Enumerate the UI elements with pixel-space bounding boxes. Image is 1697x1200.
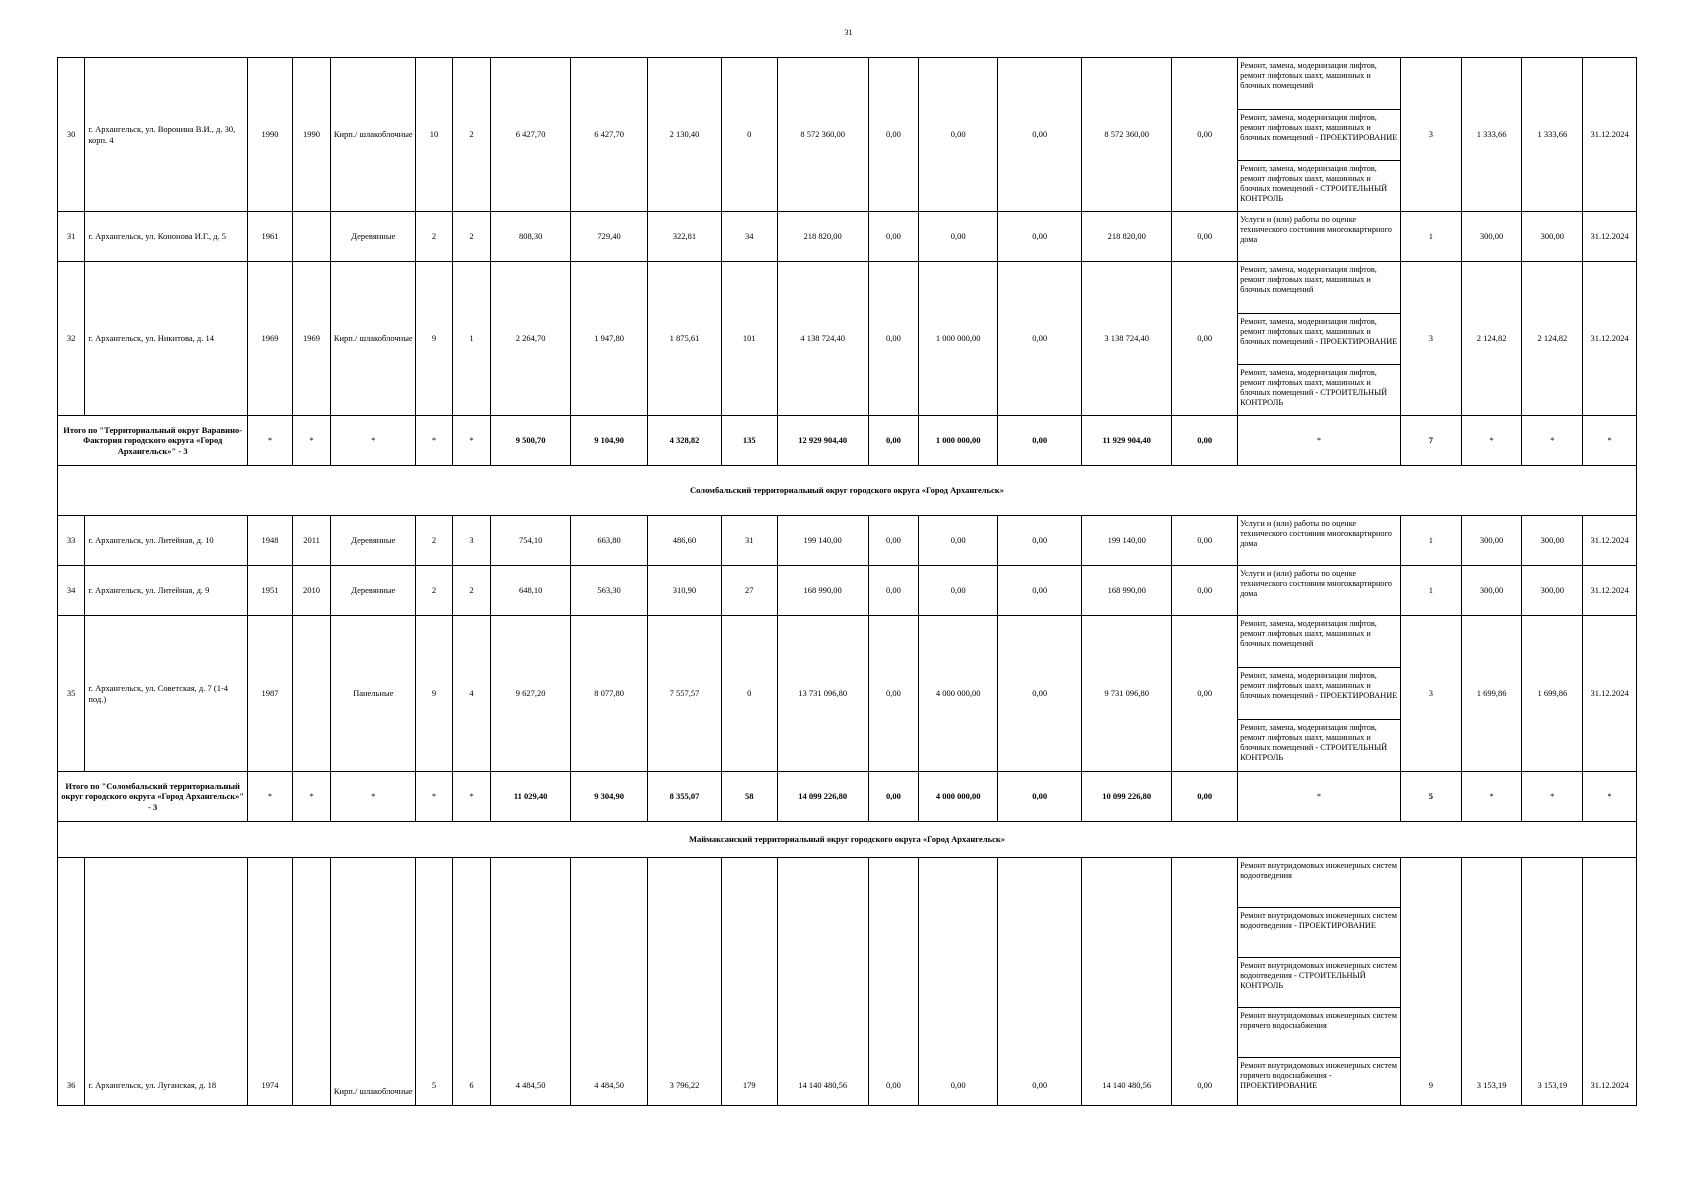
subtotal-placeholder: *: [248, 772, 293, 822]
deadline: 31.12.2024: [1583, 58, 1637, 212]
work-type: Ремонт, замена, модернизация лифтов, ремонт лифтовых шахт, машинных и блочных помещений - СТРОИТЕЛЬНЫЙ КОНТРОЛЬ: [1238, 720, 1401, 772]
table-row: [58, 212, 1637, 262]
section-row: [58, 466, 1637, 516]
subtotal-label: Итого по "Соломбальский территориальный округ городского округа «Город Архангельск»" - 3: [58, 772, 248, 822]
fund-fund: 0,00: [868, 858, 919, 1106]
subtotal-residents: 58: [721, 772, 777, 822]
subtotal-placeholder: *: [1461, 772, 1522, 822]
deadline: 31.12.2024: [1583, 262, 1637, 416]
year-built: 1961: [248, 212, 293, 262]
unit-cost: 300,00: [1461, 212, 1522, 262]
row-number: 30: [58, 58, 85, 212]
cost-total: 8 572 360,00: [777, 58, 868, 212]
address: г. Архангельск, ул. Луганская, д. 18: [85, 858, 248, 1106]
work-type: Ремонт внутридомовых инженерных систем водоотведения - СТРОИТЕЛЬНЫЙ КОНТРОЛЬ: [1238, 958, 1401, 1008]
residents: 0: [721, 616, 777, 772]
works-count: 9: [1401, 858, 1462, 1106]
work-type: Ремонт, замена, модернизация лифтов, ремонт лифтовых шахт, машинных и блочных помещений - ПРОЕКТИРОВАНИЕ: [1238, 668, 1401, 720]
floors: 10: [416, 58, 452, 212]
work-type: Ремонт, замена, модернизация лифтов, ремонт лифтовых шахт, машинных и блочных помещений - СТРОИТЕЛЬНЫЙ КОНТРОЛЬ: [1238, 161, 1401, 212]
work-type: Ремонт, замена, модернизация лифтов, ремонт лифтовых шахт, машинных и блочных помещений - ПРОЕКТИРОВАНИЕ: [1238, 110, 1401, 161]
wall-material: Кирп./ шлакоблочные: [331, 858, 416, 1106]
fund-local: 0,00: [998, 566, 1082, 616]
subtotal-fund-other: 0,00: [1172, 772, 1238, 822]
unit-cost-max: 1 699,86: [1522, 616, 1583, 772]
row-number: 34: [58, 566, 85, 616]
fund-other: 0,00: [1172, 58, 1238, 212]
address: г. Архангельск, ул. Литейная, д. 9: [85, 566, 248, 616]
address: г. Архангельск, ул. Кононова И.Г., д. 5: [85, 212, 248, 262]
row-number: 36: [58, 858, 85, 1106]
work-type: Ремонт, замена, модернизация лифтов, ремонт лифтовых шахт, машинных и блочных помещений: [1238, 616, 1401, 668]
subtotal-placeholder: *: [416, 772, 452, 822]
year-overhaul: 1969: [292, 262, 330, 416]
entrances: 6: [452, 858, 490, 1106]
unit-cost: 1 699,86: [1461, 616, 1522, 772]
year-overhaul: 2011: [292, 516, 330, 566]
fund-local: 0,00: [998, 516, 1082, 566]
subtotal-row: [58, 772, 1637, 822]
residents: 27: [721, 566, 777, 616]
subtotal-living-area: 9 104,90: [571, 416, 648, 466]
entrances: 1: [452, 262, 490, 416]
section-row: [58, 822, 1637, 858]
subtotal-fund-owners: 10 099 226,80: [1082, 772, 1172, 822]
total-area: 9 627,20: [491, 616, 571, 772]
subtotal-living-area: 9 304,90: [571, 772, 648, 822]
residents: 0: [721, 58, 777, 212]
year-built: 1987: [248, 616, 293, 772]
entrances: 3: [452, 516, 490, 566]
address: г. Архангельск, ул. Никитова, д. 14: [85, 262, 248, 416]
table-row: [58, 58, 1637, 110]
deadline: 31.12.2024: [1583, 858, 1637, 1106]
subtotal-placeholder: *: [248, 416, 293, 466]
subtotal-placeholder: *: [416, 416, 452, 466]
fund-regional: 0,00: [919, 212, 998, 262]
deadline: 31.12.2024: [1583, 616, 1637, 772]
total-area: 4 484,50: [491, 858, 571, 1106]
wall-material: Кирп./ шлакоблочные: [331, 262, 416, 416]
subtotal-works-count: 5: [1401, 772, 1462, 822]
subtotal-fund-regional: 1 000 000,00: [919, 416, 998, 466]
works-count: 3: [1401, 616, 1462, 772]
work-type: Услуги и (или) работы по оценке технического состояния многоквартирного дома: [1238, 566, 1401, 616]
residents: 34: [721, 212, 777, 262]
floors: 9: [416, 262, 452, 416]
subtotal-placeholder: *: [1583, 416, 1637, 466]
subtotal-placeholder: *: [331, 772, 416, 822]
subtotal-works-count: 7: [1401, 416, 1462, 466]
living-area: 8 077,80: [571, 616, 648, 772]
living-area: 729,40: [571, 212, 648, 262]
wall-material: Панельные: [331, 616, 416, 772]
subtotal-fund-local: 0,00: [998, 772, 1082, 822]
fund-regional: 0,00: [919, 58, 998, 212]
deadline: 31.12.2024: [1583, 516, 1637, 566]
owned-area: 1 875,61: [648, 262, 722, 416]
subtotal-cost-total: 12 929 904,40: [777, 416, 868, 466]
unit-cost: 300,00: [1461, 566, 1522, 616]
fund-other: 0,00: [1172, 262, 1238, 416]
address: г. Архангельск, ул. Литейная, д. 10: [85, 516, 248, 566]
fund-owners: 14 140 480,56: [1082, 858, 1172, 1106]
residents: 31: [721, 516, 777, 566]
wall-material: Кирп./ шлакоблочные: [331, 58, 416, 212]
subtotal-placeholder: *: [292, 772, 330, 822]
residents: 179: [721, 858, 777, 1106]
subtotal-placeholder: *: [1461, 416, 1522, 466]
year-overhaul: [292, 616, 330, 772]
row-number: 35: [58, 616, 85, 772]
work-type: Ремонт, замена, модернизация лифтов, ремонт лифтовых шахт, машинных и блочных помещений - ПРОЕКТИРОВАНИЕ: [1238, 314, 1401, 365]
unit-cost-max: 3 153,19: [1522, 858, 1583, 1106]
entrances: 2: [452, 566, 490, 616]
unit-cost-max: 1 333,66: [1522, 58, 1583, 212]
work-type: Ремонт, замена, модернизация лифтов, ремонт лифтовых шахт, машинных и блочных помещений: [1238, 58, 1401, 110]
fund-fund: 0,00: [868, 616, 919, 772]
fund-fund: 0,00: [868, 516, 919, 566]
page-number: 31: [844, 28, 853, 37]
fund-other: 0,00: [1172, 566, 1238, 616]
subtotal-cost-total: 14 099 226,80: [777, 772, 868, 822]
capital-repair-register-table: [57, 57, 1637, 1106]
wall-material: Деревянные: [331, 212, 416, 262]
year-built: 1974: [248, 858, 293, 1106]
cost-total: 168 990,00: [777, 566, 868, 616]
owned-area: 322,81: [648, 212, 722, 262]
entrances: 2: [452, 58, 490, 212]
living-area: 6 427,70: [571, 58, 648, 212]
deadline: 31.12.2024: [1583, 212, 1637, 262]
unit-cost: 2 124,82: [1461, 262, 1522, 416]
subtotal-residents: 135: [721, 416, 777, 466]
work-type: Ремонт внутридомовых инженерных систем горячего водоснабжения - ПРОЕКТИРОВАНИЕ: [1238, 1058, 1401, 1106]
fund-other: 0,00: [1172, 212, 1238, 262]
works-count: 1: [1401, 566, 1462, 616]
subtotal-fund-local: 0,00: [998, 416, 1082, 466]
living-area: 1 947,80: [571, 262, 648, 416]
total-area: 6 427,70: [491, 58, 571, 212]
row-number: 32: [58, 262, 85, 416]
fund-owners: 168 990,00: [1082, 566, 1172, 616]
total-area: 808,30: [491, 212, 571, 262]
fund-owners: 218 820,00: [1082, 212, 1172, 262]
subtotal-fund-regional: 4 000 000,00: [919, 772, 998, 822]
cost-total: 4 138 724,40: [777, 262, 868, 416]
floors: 2: [416, 516, 452, 566]
owned-area: 7 557,57: [648, 616, 722, 772]
cost-total: 13 731 096,80: [777, 616, 868, 772]
fund-owners: 8 572 360,00: [1082, 58, 1172, 212]
section-title: Маймаксанский территориальный округ городского округа «Город Архангельск»: [58, 822, 1637, 858]
living-area: 663,80: [571, 516, 648, 566]
unit-cost: 3 153,19: [1461, 858, 1522, 1106]
table-row: [58, 858, 1637, 908]
row-number: 33: [58, 516, 85, 566]
unit-cost: 300,00: [1461, 516, 1522, 566]
subtotal-fund-fund: 0,00: [868, 772, 919, 822]
subtotal-placeholder: *: [292, 416, 330, 466]
owned-area: 486,60: [648, 516, 722, 566]
total-area: 754,10: [491, 516, 571, 566]
floors: 2: [416, 212, 452, 262]
year-overhaul: 2010: [292, 566, 330, 616]
year-overhaul: [292, 858, 330, 1106]
work-type: Ремонт, замена, модернизация лифтов, ремонт лифтовых шахт, машинных и блочных помещений: [1238, 262, 1401, 314]
works-count: 3: [1401, 58, 1462, 212]
section-title: Соломбальский территориальный округ городского округа «Город Архангельск»: [58, 466, 1637, 516]
unit-cost-max: 2 124,82: [1522, 262, 1583, 416]
subtotal-placeholder: *: [1522, 772, 1583, 822]
living-area: 4 484,50: [571, 858, 648, 1106]
fund-regional: 0,00: [919, 516, 998, 566]
fund-local: 0,00: [998, 262, 1082, 416]
unit-cost-max: 300,00: [1522, 516, 1583, 566]
address: г. Архангельск, ул. Советская, д. 7 (1-4 под.): [85, 616, 248, 772]
owned-area: 310,90: [648, 566, 722, 616]
work-type: Услуги и (или) работы по оценке технического состояния многоквартирного дома: [1238, 212, 1401, 262]
works-count: 1: [1401, 516, 1462, 566]
owned-area: 3 796,22: [648, 858, 722, 1106]
subtotal-placeholder: *: [1238, 772, 1401, 822]
total-area: 2 264,70: [491, 262, 571, 416]
year-built: 1948: [248, 516, 293, 566]
subtotal-owned-area: 8 355,07: [648, 772, 722, 822]
work-type: Ремонт внутридомовых инженерных систем водоотведения: [1238, 858, 1401, 908]
fund-fund: 0,00: [868, 262, 919, 416]
subtotal-fund-fund: 0,00: [868, 416, 919, 466]
deadline: 31.12.2024: [1583, 566, 1637, 616]
work-type: Услуги и (или) работы по оценке технического состояния многоквартирного дома: [1238, 516, 1401, 566]
works-count: 1: [1401, 212, 1462, 262]
row-number: 31: [58, 212, 85, 262]
fund-local: 0,00: [998, 858, 1082, 1106]
subtotal-placeholder: *: [1522, 416, 1583, 466]
fund-owners: 9 731 096,80: [1082, 616, 1172, 772]
unit-cost-max: 300,00: [1522, 566, 1583, 616]
year-built: 1951: [248, 566, 293, 616]
floors: 2: [416, 566, 452, 616]
fund-other: 0,00: [1172, 616, 1238, 772]
subtotal-owned-area: 4 328,82: [648, 416, 722, 466]
fund-fund: 0,00: [868, 58, 919, 212]
table-row: [58, 566, 1637, 616]
subtotal-fund-other: 0,00: [1172, 416, 1238, 466]
fund-local: 0,00: [998, 616, 1082, 772]
work-type: Ремонт внутридомовых инженерных систем горячего водоснабжения: [1238, 1008, 1401, 1058]
living-area: 563,30: [571, 566, 648, 616]
fund-regional: 4 000 000,00: [919, 616, 998, 772]
cost-total: 199 140,00: [777, 516, 868, 566]
wall-material: Деревянные: [331, 516, 416, 566]
fund-regional: 1 000 000,00: [919, 262, 998, 416]
fund-regional: 0,00: [919, 858, 998, 1106]
entrances: 4: [452, 616, 490, 772]
fund-regional: 0,00: [919, 566, 998, 616]
subtotal-placeholder: *: [331, 416, 416, 466]
fund-other: 0,00: [1172, 516, 1238, 566]
fund-owners: 3 138 724,40: [1082, 262, 1172, 416]
floors: 5: [416, 858, 452, 1106]
subtotal-placeholder: *: [452, 416, 490, 466]
fund-local: 0,00: [998, 212, 1082, 262]
year-built: 1990: [248, 58, 293, 212]
residents: 101: [721, 262, 777, 416]
subtotal-row: [58, 416, 1637, 466]
owned-area: 2 130,40: [648, 58, 722, 212]
unit-cost: 1 333,66: [1461, 58, 1522, 212]
total-area: 648,10: [491, 566, 571, 616]
year-overhaul: [292, 212, 330, 262]
subtotal-placeholder: *: [452, 772, 490, 822]
year-built: 1969: [248, 262, 293, 416]
floors: 9: [416, 616, 452, 772]
wall-material: Деревянные: [331, 566, 416, 616]
subtotal-total-area: 9 500,70: [491, 416, 571, 466]
table-row: [58, 262, 1637, 314]
fund-local: 0,00: [998, 58, 1082, 212]
subtotal-fund-owners: 11 929 904,40: [1082, 416, 1172, 466]
cost-total: 14 140 480,56: [777, 858, 868, 1106]
entrances: 2: [452, 212, 490, 262]
address: г. Архангельск, ул. Воронина В.И., д. 30, корп. 4: [85, 58, 248, 212]
table-row: [58, 516, 1637, 566]
work-type: Ремонт, замена, модернизация лифтов, ремонт лифтовых шахт, машинных и блочных помещений - СТРОИТЕЛЬНЫЙ КОНТРОЛЬ: [1238, 365, 1401, 416]
fund-owners: 199 140,00: [1082, 516, 1172, 566]
unit-cost-max: 300,00: [1522, 212, 1583, 262]
subtotal-placeholder: *: [1583, 772, 1637, 822]
year-overhaul: 1990: [292, 58, 330, 212]
subtotal-label: Итого по "Территориальный округ Варавино-Фактория городского округа «Город Архангельск»" - 3: [58, 416, 248, 466]
fund-other: 0,00: [1172, 858, 1238, 1106]
table-row: [58, 616, 1637, 668]
fund-fund: 0,00: [868, 212, 919, 262]
work-type: Ремонт внутридомовых инженерных систем водоотведения - ПРОЕКТИРОВАНИЕ: [1238, 908, 1401, 958]
subtotal-placeholder: *: [1238, 416, 1401, 466]
subtotal-total-area: 11 029,40: [491, 772, 571, 822]
cost-total: 218 820,00: [777, 212, 868, 262]
fund-fund: 0,00: [868, 566, 919, 616]
works-count: 3: [1401, 262, 1462, 416]
